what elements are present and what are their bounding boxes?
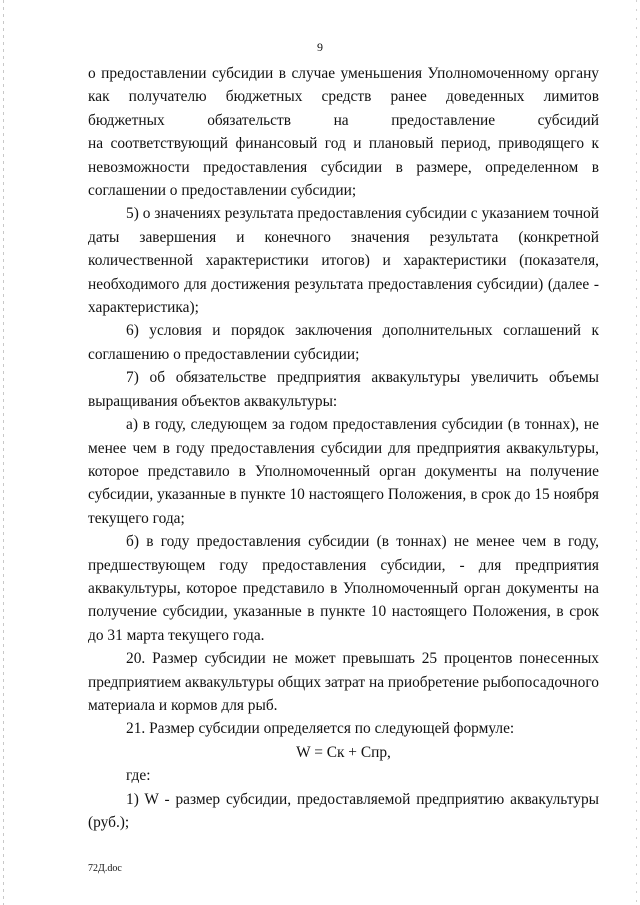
formula-where: где: [126, 767, 151, 785]
paragraph-clause-21: 21. Размер субсидии определяется по следующей формуле: [126, 720, 515, 738]
footer-filename: 72Д.doc [88, 863, 122, 874]
formula: W = Ск + Спр, [296, 743, 391, 761]
paragraph-item-7: 7) об обязательстве предприятия аквакультуры увеличить объемы выращивания объектов аквакультуры: [88, 369, 599, 410]
paragraph-subitem-a: а) в году, следующем за годом предоставления субсидии (в тоннах), не менее чем в году предоставления субсидии для предприятия аквакультуры, которое представило в Уполномоченный орган документы на получение субсидии, указанные в пункте 10 настоящего Положения, в срок до 15 ноября текущего года; [88, 416, 599, 527]
paragraph-item-5: 5) о значениях результата предоставления субсидии с указанием точной даты завершения и конечного значения результата (конкретной количественной характеристики итогов) и характеристики (показателя, необходимого для достижения результата предоставления субсидии) (далее - характеристика); [88, 205, 599, 317]
paragraph-item-6: 6) условия и порядок заключения дополнительных соглашений к соглашению о предоставлении субсидии; [88, 322, 599, 363]
paragraph-continuation-line1: о предоставлении субсидии в случае уменьшения Уполномоченному органу как получателю бюджетных средств ранее доведенных лимитов [88, 65, 599, 106]
page-number: 9 [317, 40, 323, 54]
paragraph-continuation-line2: бюджетных обязательств на предоставление субсидий [88, 111, 599, 129]
scan-edge-left [3, 0, 4, 905]
paragraph-continuation-line3: на соответствующий финансовый год и плановый период, приводящего к невозможности предоставления субсидии в размере, определенном в соглашении о предоставлении субсидии; [88, 135, 599, 200]
scan-edge-right [636, 0, 637, 905]
paragraph-subitem-b: б) в году предоставления субсидии (в тоннах) не менее чем в году, предшествующем году предоставления субсидии, - для предприятия аквакультуры, которое представило в Уполномоченный орган документы на получение субсидии, указанные в пункте 10 настоящего Положения, в срок до 31 марта текущего года. [88, 533, 599, 644]
document-body [88, 62, 599, 834]
formula-definition-1: 1) W - размер субсидии, предоставляемой предприятию аквакультуры (руб.); [88, 790, 599, 831]
paragraph-clause-20: 20. Размер субсидии не может превышать 25 процентов понесенных предприятием аквакультуры общих затрат на приобретение рыбопосадочного материала и кормов для рыб. [88, 650, 599, 714]
